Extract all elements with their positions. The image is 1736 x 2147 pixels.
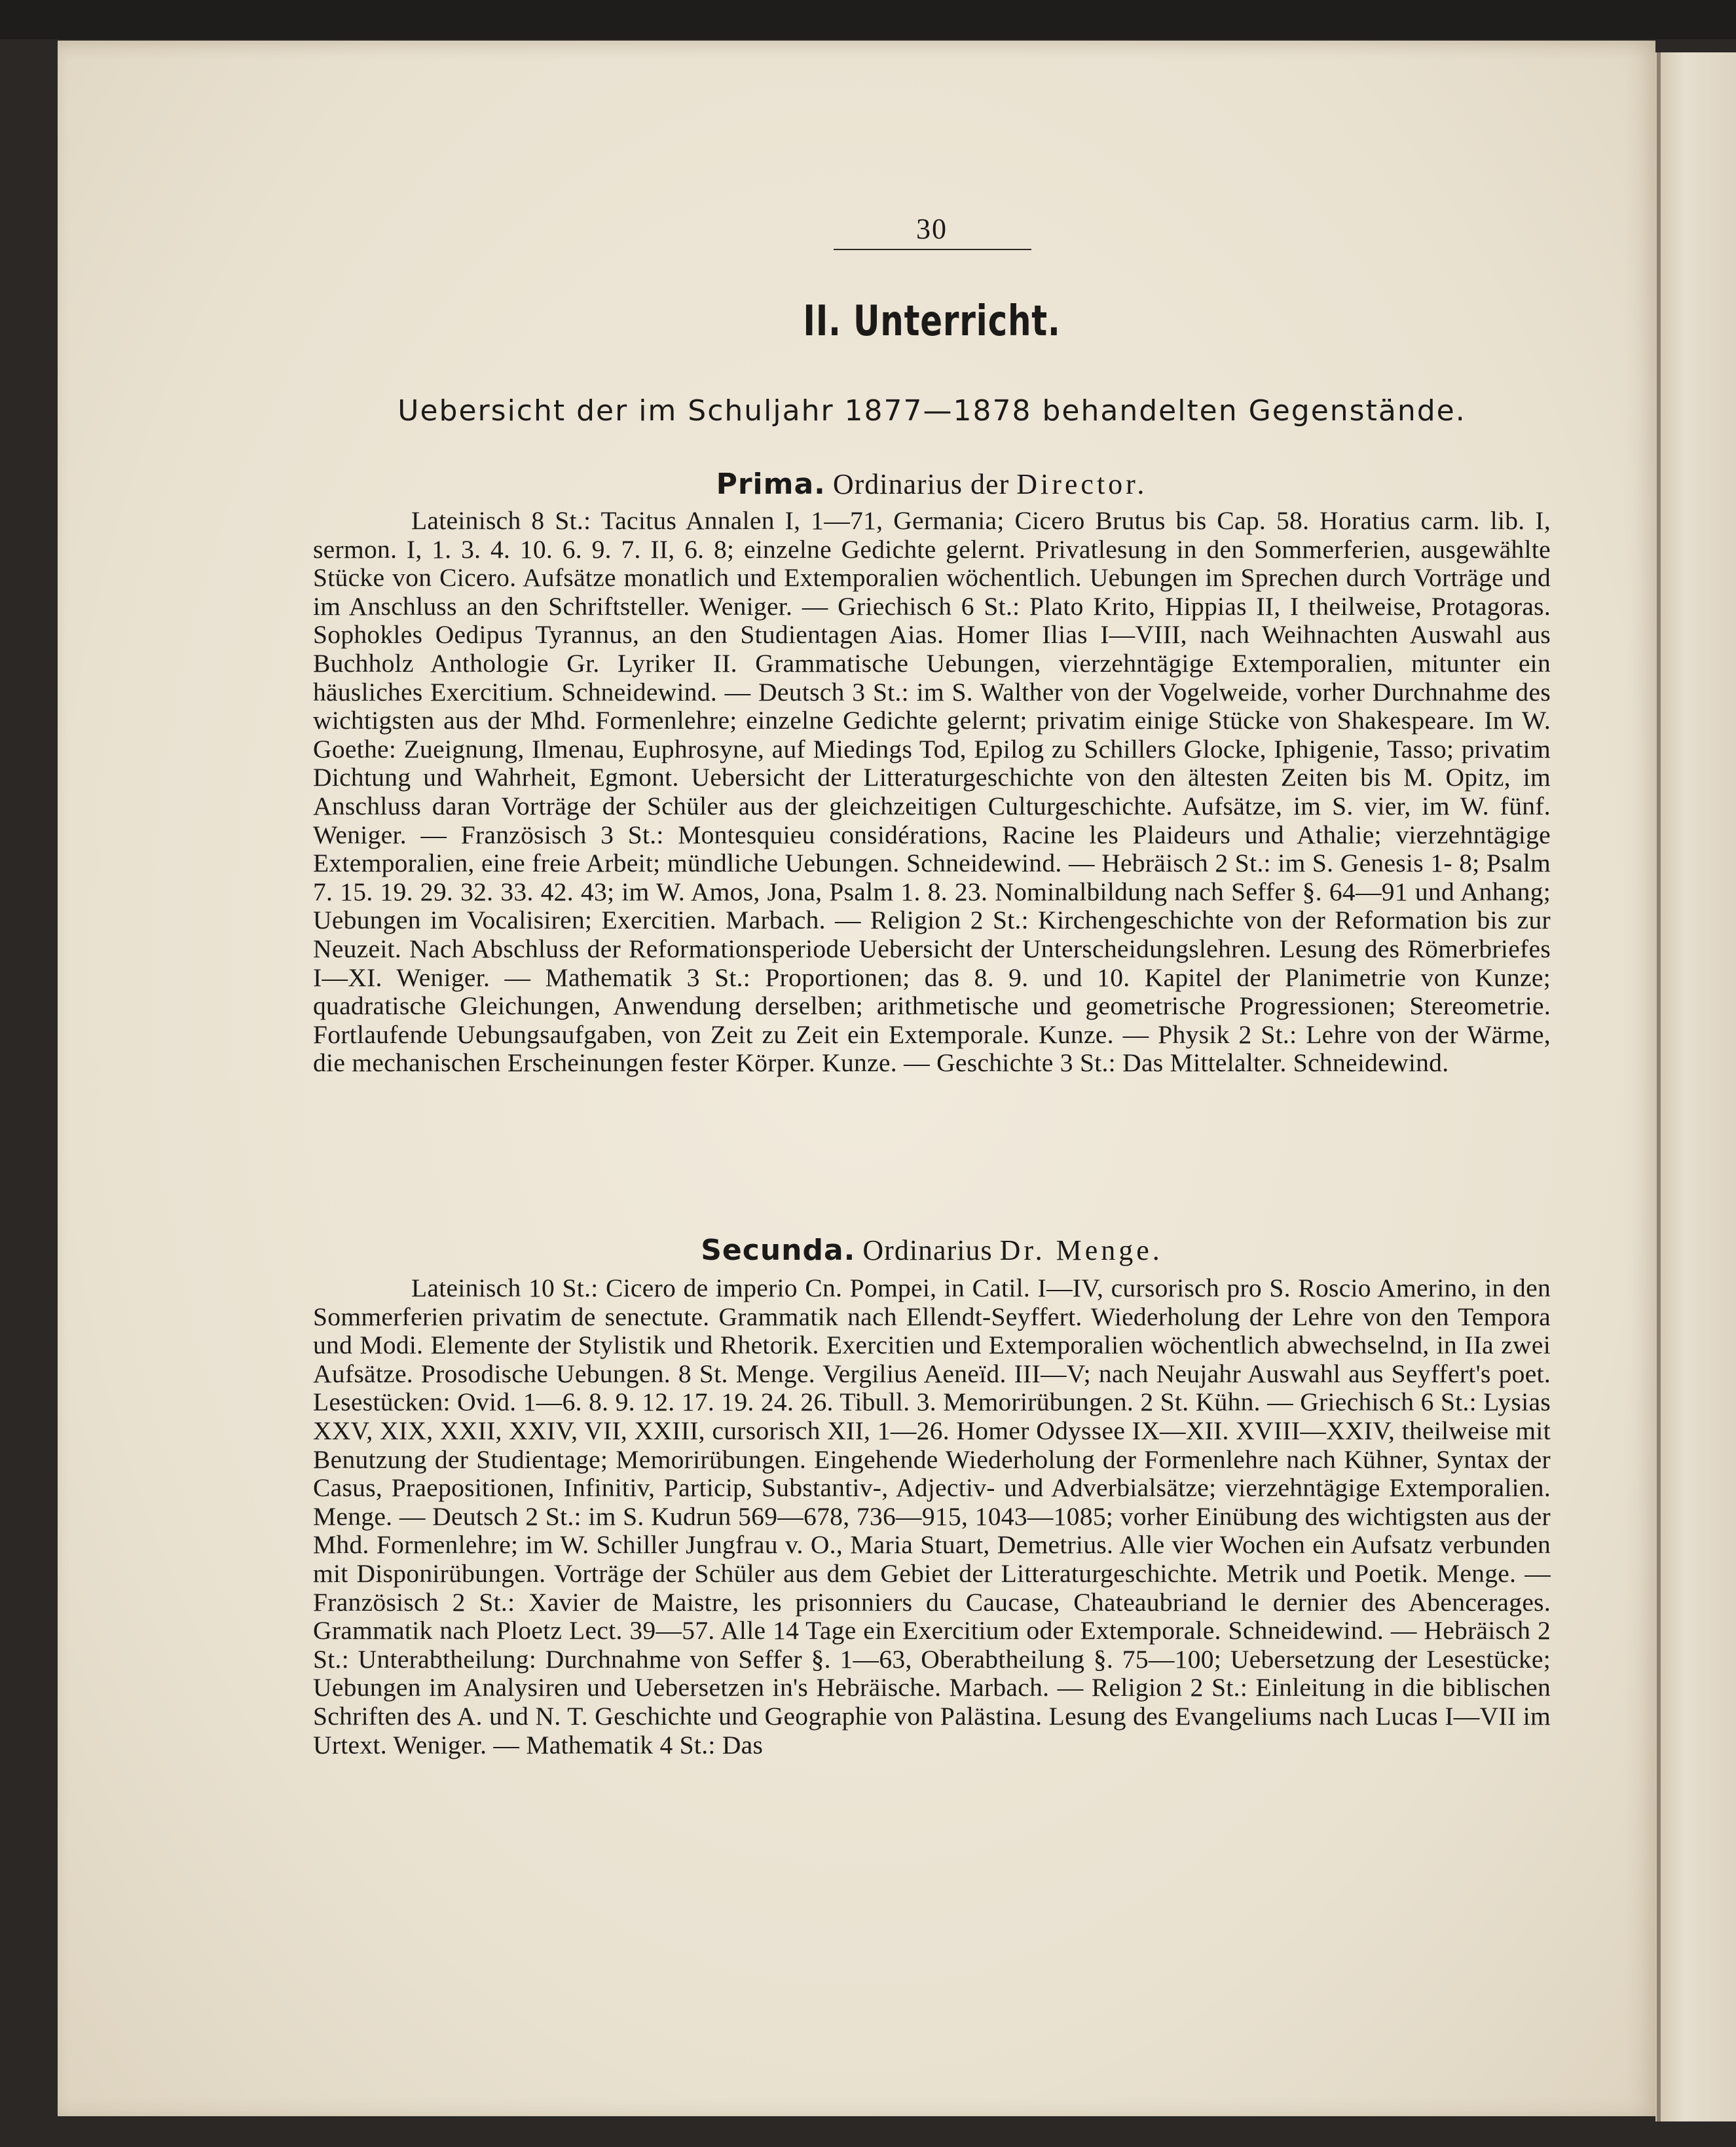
scan-background	[0, 0, 1736, 39]
ordinarius-label: Ordinarius der	[832, 468, 1010, 500]
section-text: Lateinisch 10 St.: Cicero de imperio Cn. Pompei, in Catil. I—IV, cursorisch pro S. Roscio Amerino, in den Sommerferien privatim de senectute. Grammatik nach Ellendt-Seyffert. Wiederholung der Lehre von den Tempora und Modi. Elemente der Stylistik und Rhetorik. Exercitien und Extemporalien wöchentlich abwechselnd, in IIa zwei Aufsätze. Prosodische Uebungen. 8 St. Menge. Vergilius Aeneïd. III—V; nach Neujahr Auswahl aus Seyffert's poet. Lesestücken: Ovid. 1—6. 8. 9. 12. 17. 19. 24. 26. Tibull. 3. Memorirübungen. 2 St. Kühn. — Griechisch 6 St.: Lysias XXV, XIX, XXII, XXIV, VII, XXIII, cursorisch XII, 1—26. Homer Odyssee IX—XII. XVIII—XXIV, theilweise mit Benutzung der Studientage; Memorirübungen. Eingehende Wiederholung der Formenlehre nach Kühner, Syntax der Casus, Praepositionen, Infinitiv, Particip, Substantiv-, Adjectiv- und Adverbialsätze; vierzehntägige Extemporalien. Menge. — Deutsch 2 St.: im S. Kudrun 569—678, 736—915, 1043—1085; vorher Einübung des wichtigsten aus der Mhd. Formenlehre; im W. Schiller Jungfrau v. O., Maria Stuart, Demetrius. Alle vier Wochen ein Aufsatz verbunden mit Disponirübungen. Vorträge der Schüler aus dem Gebiet der Litteraturgeschichte. Metrik und Poetik. Menge. — Französisch 2 St.: Xavier de Maistre, les prisonniers du Caucase, Chateaubriand le dernier des Abencerages. Grammatik nach Ploetz Lect. 39—57. Alle 14 Tage ein Exercitium oder Extemporale. Schneidewind. — Hebräisch 2 St.: Unterabtheilung: Durchnahme von Seffer §. 1—63, Oberabtheilung §. 75—100; Uebersetzung der Lesestücke; Uebungen im Analysiren und Uebersetzen in's Hebräische. Marbach. — Religion 2 St.: Einleitung in die biblischen Schriften des A. und N. T. Geschichte und Geographie von Palästina. Lesung des Evangeliums nach Lucas I—VII im Urtext. Weniger. — Mathematik 4 St.: Das	[313, 1274, 1551, 1759]
section-text: Lateinisch 8 St.: Tacitus Annalen I, 1—71, Germania; Cicero Brutus bis Cap. 58. Horatius carm. lib. I, sermon. I, 1. 3. 4. 10. 6. 9. 7. II, 6. 8; einzelne Gedichte gelernt. Privatlesung in den Sommerferien, ausgewählte Stücke von Cicero. Aufsätze monatlich und Extemporalien wöchentlich. Uebungen im Sprechen durch Vorträge und im Anschluss an den Schriftsteller. Weniger. — Griechisch 6 St.: Plato Krito, Hippias II, I theilweise, Protagoras. Sophokles Oedipus Tyrannus, an den Studientagen Aias. Homer Ilias I—VIII, nach Weihnachten Auswahl aus Buchholz Anthologie Gr. Lyriker II. Grammatische Uebungen, vierzehntägige Extemporalien, mitunter ein häusliches Exercitium. Schneidewind. — Deutsch 3 St.: im S. Walther von der Vogelweide, vorher Durchnahme des wichtigsten aus der Mhd. Formenlehre; einzelne Gedichte gelernt; privatim einige Stücke von Shakespeare. Im W. Goethe: Zueignung, Ilmenau, Euphrosyne, auf Miedings Tod, Epilog zu Schillers Glocke, Iphigenie, Tasso; privatim Dichtung und Wahrheit, Egmont. Uebersicht der Litteraturgeschichte von den ältesten Zeiten bis M. Opitz, im Anschluss daran Vorträge der Schüler aus der gleichzeitigen Culturgeschichte. Aufsätze, im S. vier, im W. fünf. Weniger. — Französisch 3 St.: Montesquieu considérations, Racine les Plaideurs und Athalie; vierzehntägige Extemporalien, eine freie Arbeit; mündliche Uebungen. Schneidewind. — Hebräisch 2 St.: im S. Genesis 1- 8; Psalm 7. 15. 19. 29. 32. 33. 42. 43; im W. Amos, Jona, Psalm 1. 8. 23. Nominalbildung nach Seffer §. 64—91 und Anhang; Uebungen im Vocalisiren; Exercitien. Marbach. — Religion 2 St.: Kirchengeschichte von der Reformation bis zur Neuzeit. Nach Abschluss der Reformationsperiode Uebersicht der Unterscheidungslehren. Lesung des Römerbriefes I—XI. Weniger. — Mathematik 3 St.: Proportionen; das 8. 9. und 10. Kapitel der Planimetrie von Kunze; quadratische Gleichungen, Anwendung derselben; arithmetische und geometrische Progressionen; Stereometrie. Fortlaufende Uebungsaufgaben, von Zeit zu Zeit ein Extemporale. Kunze. — Physik 2 St.: Lehre von der Wärme, die mechanischen Erscheinungen fester Körper. Kunze. — Geschichte 3 St.: Das Mittelalter. Schneidewind.	[313, 506, 1551, 1078]
document-page	[58, 41, 1655, 2116]
header-rule	[834, 249, 1031, 250]
section-title-secunda	[313, 1234, 1551, 1267]
book-spine	[1657, 52, 1661, 2121]
ordinarius-name: Dr. Menge.	[999, 1234, 1163, 1266]
page-number: 30	[916, 213, 948, 245]
ordinarius-name: Director.	[1016, 468, 1148, 500]
section-title-prima	[313, 468, 1551, 501]
page-subheading: Uebersicht der im Schuljahr 1877—1878 behandelten Gegenstände.	[397, 394, 1466, 428]
section-text-secunda	[313, 1274, 1551, 1759]
ordinarius-label: Ordinarius	[862, 1234, 993, 1266]
section-text-prima	[313, 507, 1551, 1078]
page-heading: II. Unterricht.	[803, 297, 1061, 346]
section-name: Prima.	[716, 468, 826, 501]
next-page-edge	[1655, 52, 1736, 2121]
section-name: Secunda.	[701, 1234, 856, 1267]
